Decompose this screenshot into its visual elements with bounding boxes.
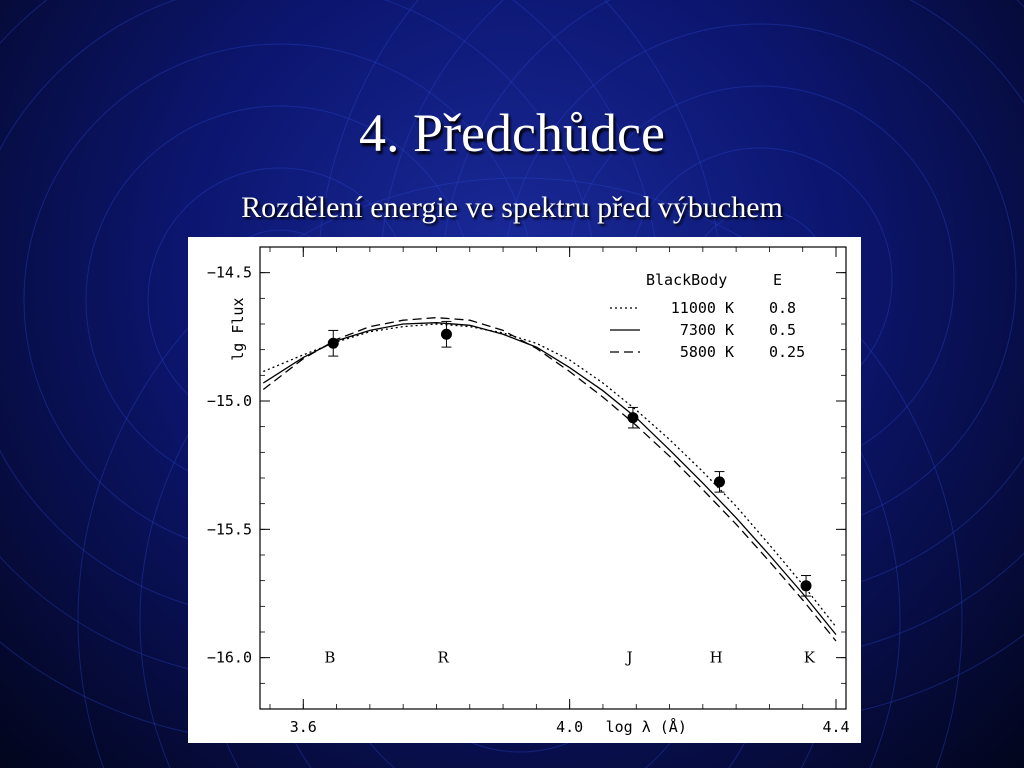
band-label: B xyxy=(324,648,336,667)
y-tick-label: −15.0 xyxy=(206,392,252,410)
band-label: K xyxy=(803,648,815,667)
band-label: J xyxy=(626,648,633,667)
slide-subtitle: Rozdělení energie ve spektru před výbuchem xyxy=(241,191,783,224)
x-tick-label: 4.0 xyxy=(556,718,584,736)
x-tick-label: 4.4 xyxy=(822,718,850,736)
x-axis-label: log λ (Å) xyxy=(605,718,687,736)
y-tick-label: −16.0 xyxy=(206,648,252,667)
legend-entry-ebv: 0.5 xyxy=(769,321,797,339)
data-point xyxy=(801,580,812,591)
chart-panel xyxy=(188,237,861,743)
legend-title-left: BlackBody xyxy=(646,271,728,289)
series-curve-dotted xyxy=(263,324,836,627)
slide-title: 4. Předchůdce xyxy=(359,103,665,163)
legend-entry-ebv: 0.25 xyxy=(769,343,806,361)
plot-frame xyxy=(260,247,846,709)
sed-chart xyxy=(188,237,861,743)
legend-entry-ebv: 0.8 xyxy=(769,299,797,317)
y-tick-label: −15.5 xyxy=(206,520,252,539)
legend-title-right: E xyxy=(773,271,783,289)
legend-entry-label: 7300 K xyxy=(679,321,734,339)
data-point xyxy=(714,476,725,487)
data-point xyxy=(441,329,452,340)
legend-entry-label: 11000 K xyxy=(670,299,734,317)
data-point xyxy=(627,412,638,423)
series-curve-solid xyxy=(263,323,836,635)
legend-entry-label: 5800 K xyxy=(679,343,734,361)
data-point xyxy=(328,338,339,349)
band-label: R xyxy=(437,648,449,667)
band-label: H xyxy=(709,648,723,667)
series-curve-dashed xyxy=(263,318,836,641)
y-axis-label: lg Flux xyxy=(229,297,247,361)
y-tick-label: −14.5 xyxy=(206,263,252,282)
x-tick-label: 3.6 xyxy=(289,718,317,736)
